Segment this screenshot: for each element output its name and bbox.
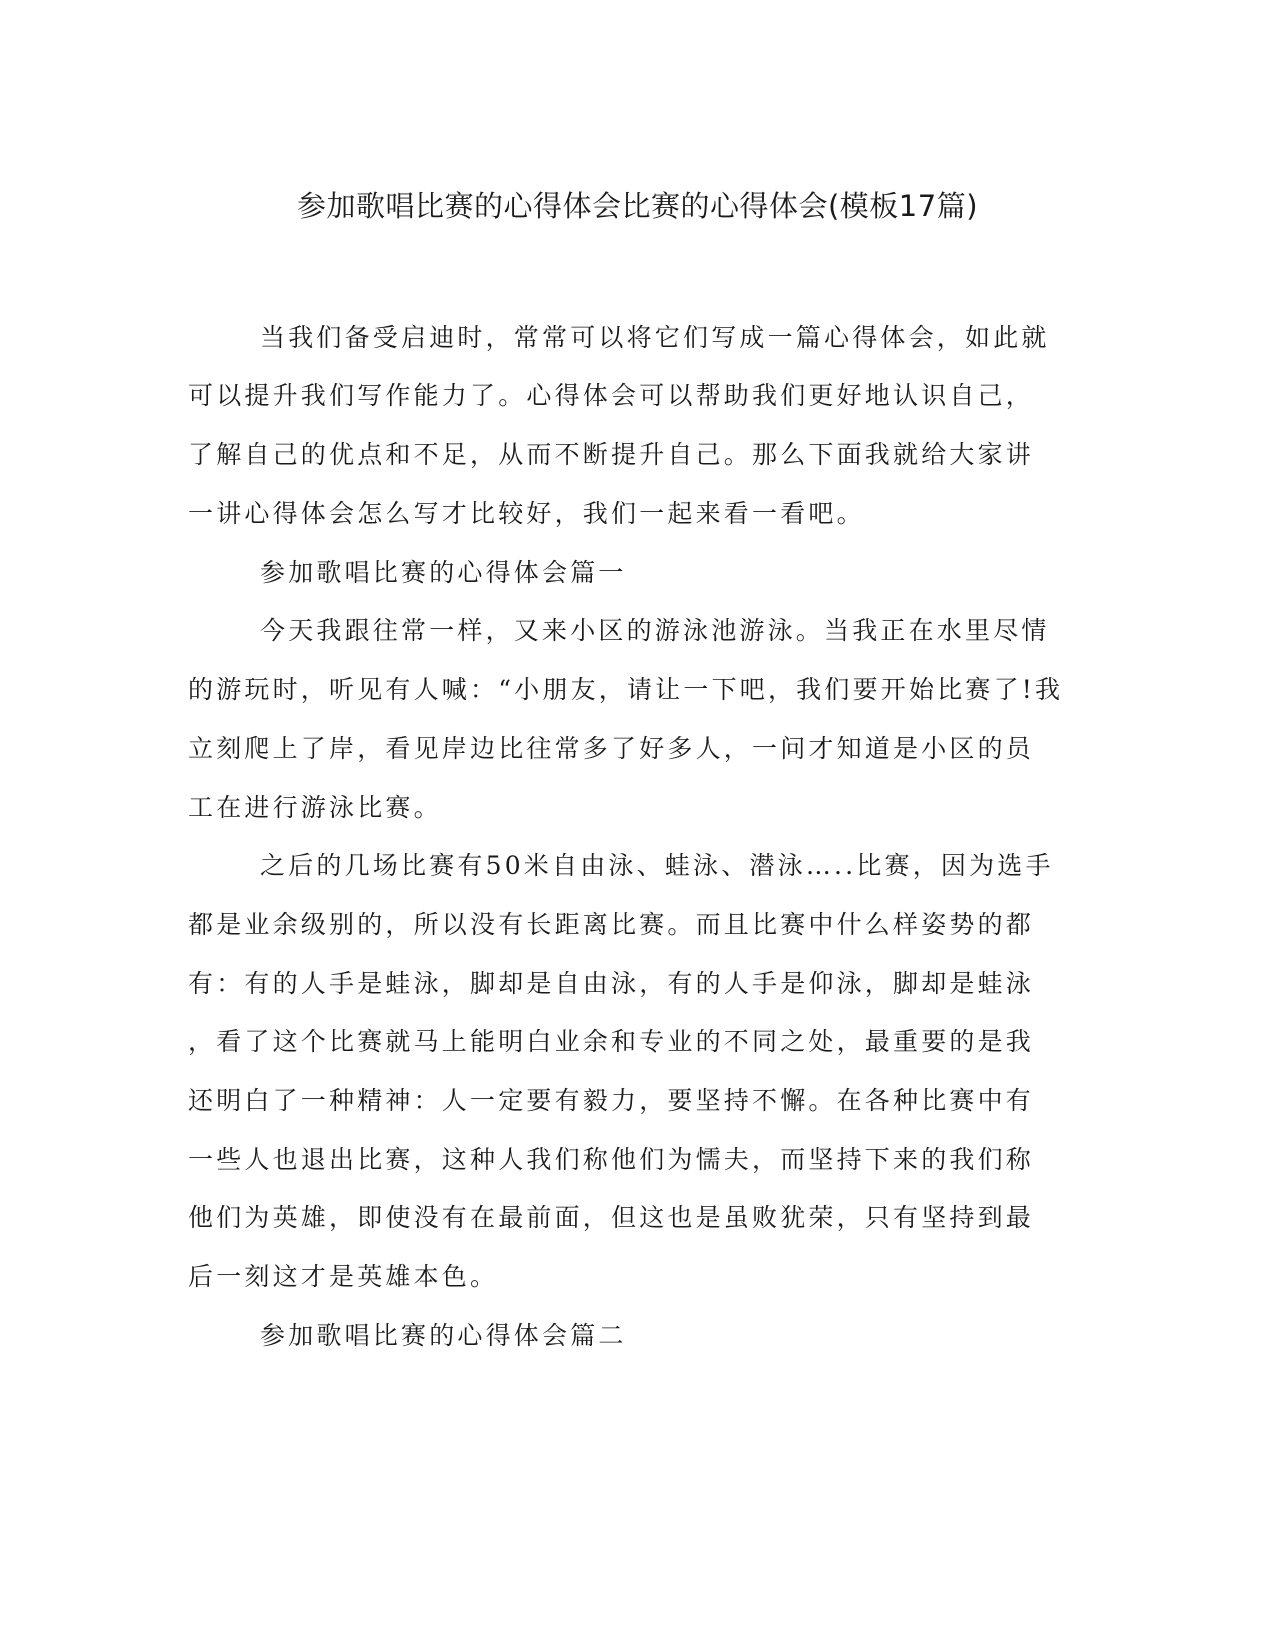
paragraph-line: 的游玩时，听见有人喊：“小朋友，请让一下吧，我们要开始比赛了!我 <box>188 675 1064 704</box>
paragraph-line: 当我们备受启迪时，常常可以将它们写成一篇心得体会，如此就 <box>260 323 1050 352</box>
paragraph-line: ，看了这个比赛就马上能明白业余和专业的不同之处，最重要的是我 <box>188 1027 1035 1056</box>
document-title: 参加歌唱比赛的心得体会比赛的心得体会(模板17篇) <box>296 189 979 223</box>
paragraph-line: 之后的几场比赛有50米自由泳、蛙泳、潜泳…..比赛，因为选手 <box>260 851 1054 880</box>
section-heading: 参加歌唱比赛的心得体会篇一 <box>260 558 627 587</box>
paragraph-line: 他们为英雄，即使没有在最前面，但这也是虽败犹荣，只有坚持到最 <box>188 1203 1035 1232</box>
paragraph-line: 可以提升我们写作能力了。心得体会可以帮助我们更好地认识自己， <box>188 381 1035 410</box>
paragraph-line: 工在进行游泳比赛。 <box>188 793 442 822</box>
paragraph-line: 还明白了一种精神：人一定要有毅力，要坚持不懈。在各种比赛中有 <box>188 1086 1035 1115</box>
paragraph-line: 都是业余级别的，所以没有长距离比赛。而且比赛中什么样姿势的都 <box>188 910 1035 939</box>
section-heading: 参加歌唱比赛的心得体会篇二 <box>260 1321 627 1350</box>
paragraph-line: 今天我跟往常一样，又来小区的游泳池游泳。当我正在水里尽情 <box>260 616 1050 645</box>
paragraph-line: 一讲心得体会怎么写才比较好，我们一起来看一看吧。 <box>188 499 865 528</box>
paragraph-line: 后一刻这才是英雄本色。 <box>188 1262 499 1291</box>
paragraph-line: 一些人也退出比赛，这种人我们称他们为懦夫，而坚持下来的我们称 <box>188 1145 1035 1174</box>
paragraph-line: 有：有的人手是蛙泳，脚却是自由泳，有的人手是仰泳，脚却是蛙泳 <box>188 969 1035 998</box>
paragraph-line: 了解自己的优点和不足，从而不断提升自己。那么下面我就给大家讲 <box>188 440 1035 469</box>
paragraph-line: 立刻爬上了岸，看见岸边比往常多了好多人，一问才知道是小区的员 <box>188 734 1035 763</box>
